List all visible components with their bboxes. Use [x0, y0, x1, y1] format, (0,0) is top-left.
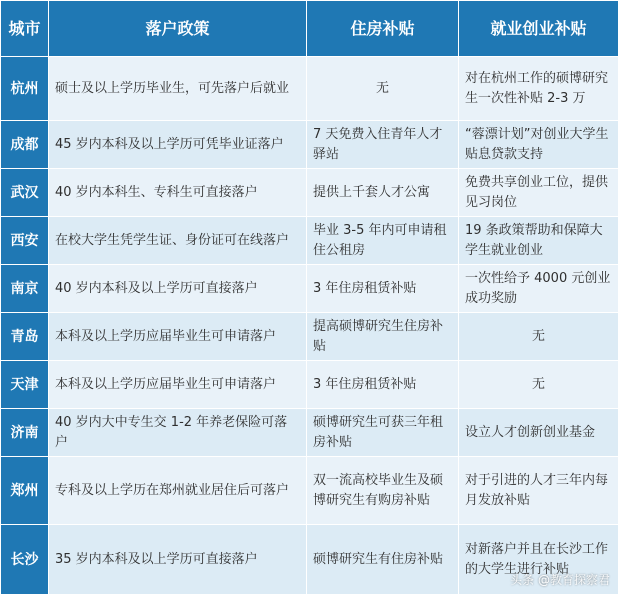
- city-cell: 郑州: [1, 457, 49, 525]
- policy-cell: 硕士及以上学历毕业生，可先落户后就业: [49, 57, 307, 121]
- housing-cell: 硕博研究生可获三年租房补贴: [307, 409, 459, 457]
- city-cell: 武汉: [1, 169, 49, 217]
- city-cell: 青岛: [1, 313, 49, 361]
- startup-cell: 无: [459, 361, 618, 409]
- city-cell: 杭州: [1, 57, 49, 121]
- table-row: [1, 57, 618, 121]
- city-cell: 天津: [1, 361, 49, 409]
- table-header-row: [1, 1, 618, 57]
- city-cell: 西安: [1, 217, 49, 265]
- city-cell: 南京: [1, 265, 49, 313]
- startup-cell: 一次性给予 4000 元创业成功奖励: [459, 265, 618, 313]
- startup-cell: 免费共享创业工位，提供见习岗位: [459, 169, 618, 217]
- policy-cell: 本科及以上学历应届毕业生可申请落户: [49, 361, 307, 409]
- startup-cell: 对新落户并且在长沙工作的大学生进行补贴: [459, 525, 618, 594]
- policy-cell: 在校大学生凭学生证、身份证可在线落户: [49, 217, 307, 265]
- housing-cell: 无: [307, 57, 459, 121]
- housing-cell: 双一流高校毕业生及硕博研究生有购房补贴: [307, 457, 459, 525]
- city-cell: 成都: [1, 121, 49, 169]
- housing-cell: 提高硕博研究生住房补贴: [307, 313, 459, 361]
- header-city: 城市: [1, 1, 49, 57]
- policy-cell: 40 岁内本科及以上学历可直接落户: [49, 265, 307, 313]
- header-housing: 住房补贴: [307, 1, 459, 57]
- policy-cell: 40 岁内大中专生交 1-2 年养老保险可落户: [49, 409, 307, 457]
- table-row: [1, 169, 618, 217]
- table-row: [1, 457, 618, 525]
- startup-cell: 对在杭州工作的硕博研究生一次性补贴 2-3 万: [459, 57, 618, 121]
- policy-cell: 本科及以上学历应届毕业生可申请落户: [49, 313, 307, 361]
- policy-cell: 40 岁内本科生、专科生可直接落户: [49, 169, 307, 217]
- housing-cell: 3 年住房租赁补贴: [307, 361, 459, 409]
- policy-cell: 35 岁内本科及以上学历可直接落户: [49, 525, 307, 594]
- header-policy: 落户政策: [49, 1, 307, 57]
- table-row: [1, 313, 618, 361]
- table-row: [1, 361, 618, 409]
- housing-cell: 硕博研究生有住房补贴: [307, 525, 459, 594]
- policy-cell: 专科及以上学历在郑州就业居住后可落户: [49, 457, 307, 525]
- housing-cell: 提供上千套人才公寓: [307, 169, 459, 217]
- startup-cell: 对于引进的人才三年内每月发放补贴: [459, 457, 618, 525]
- startup-cell: “蓉漂计划”对创业大学生贴息贷款支持: [459, 121, 618, 169]
- housing-cell: 毕业 3-5 年内可申请租住公租房: [307, 217, 459, 265]
- header-startup: 就业创业补贴: [459, 1, 618, 57]
- startup-cell: 19 条政策帮助和保障大学生就业创业: [459, 217, 618, 265]
- policy-cell: 45 岁内本科及以上学历可凭毕业证落户: [49, 121, 307, 169]
- startup-cell: 设立人才创新创业基金: [459, 409, 618, 457]
- housing-cell: 3 年住房租赁补贴: [307, 265, 459, 313]
- table-row: [1, 217, 618, 265]
- city-cell: 济南: [1, 409, 49, 457]
- table-row: [1, 121, 618, 169]
- table-row: [1, 265, 618, 313]
- city-cell: 长沙: [1, 525, 49, 594]
- table-row: [1, 409, 618, 457]
- startup-cell: 无: [459, 313, 618, 361]
- watermark-text: 头条 @教育探察君: [510, 573, 610, 587]
- housing-cell: 7 天免费入住青年人才驿站: [307, 121, 459, 169]
